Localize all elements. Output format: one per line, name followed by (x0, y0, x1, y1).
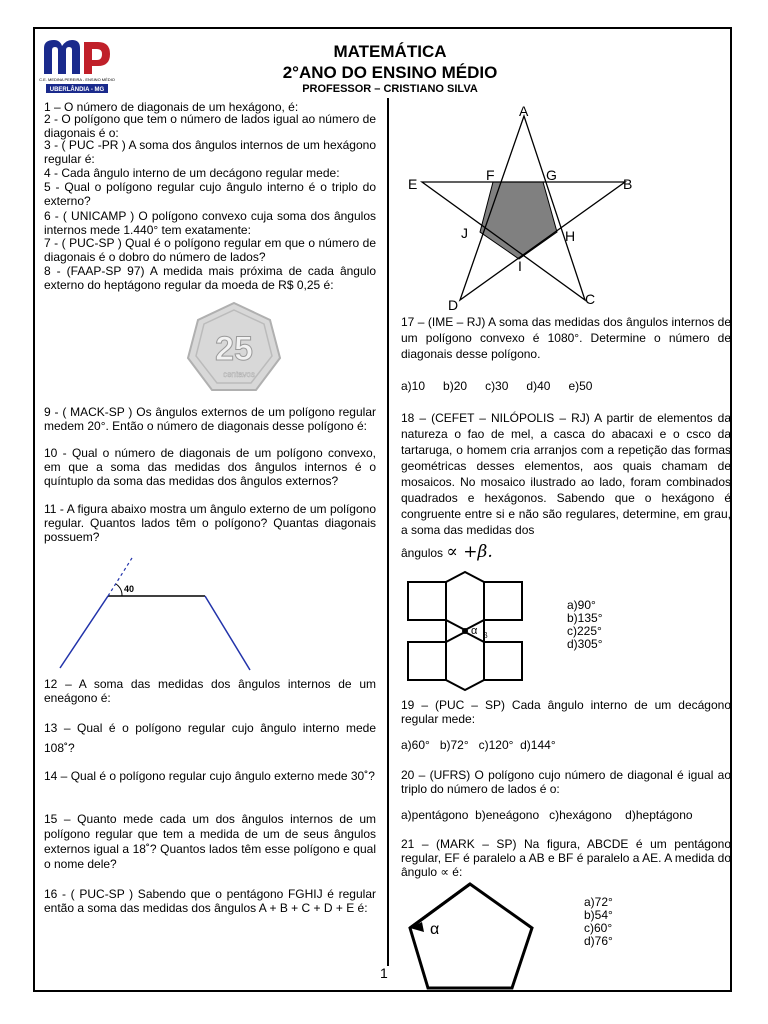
doc-title: MATEMÁTICA (333, 42, 447, 61)
mosaic-figure (404, 572, 526, 690)
question-18-tail (401, 542, 493, 562)
question-12: 12 – A soma das medidas dos ângulos internos de um eneágono é: (44, 677, 376, 705)
question-19: 19 – (PUC – SP) Cada ângulo interno de um decágono regular mede: (401, 698, 731, 726)
star-label-i: I (518, 258, 522, 274)
question-18-tail-text: ângulos (401, 546, 444, 560)
question-3: 3 - ( PUC -PR ) A soma dos ângulos internos de um hexágono regular é: (44, 138, 376, 166)
option: b)20 (443, 379, 468, 393)
question-16: 16 - ( PUC-SP ) Sabendo que o pentágono FGHIJ é regular então a soma das medidas dos ângulos A + B + C + D + E é: (44, 887, 376, 915)
question-20-options: a)pentágono b)eneágono c)hexágono d)heptágono (401, 808, 693, 822)
star-label-a: A (519, 103, 529, 119)
star-label-g: G (546, 167, 557, 183)
star-label-h: H (565, 228, 576, 244)
question-15: 15 – Quanto mede cada um dos ângulos internos de um polígono regular que tem a medida de um de seus ângulos externos igual a 18˚? Quantos lados têm esse polígono e qual o nome dele? (44, 812, 376, 871)
mosaic-beta-label: β (483, 631, 488, 640)
coin-value: 25 (215, 330, 253, 368)
question-17: 17 – (IME – RJ) A soma das medidas dos ângulos internos de um polígono convexo é 1080°. Determine o número de diagonais desse polígono. (401, 315, 731, 361)
coin-image (184, 300, 284, 395)
option: a)72° (584, 895, 613, 909)
question-18: 18 – (CEFET – NILÓPOLIS – RJ) A partir de elementos da natureza o fao de mel, a casca do abacaxi e o csco da tartaruga, o homem cria arranjos com a repetição das formas geométricas desses elementos, aos quais chamam de mosaicos. No mosaico ilustrado ao lado, foram combinados quadrados e hexágonos. Sabendo que o hexágono é congruente entre si e não são regulares, determine, em grau, a soma das medidas dos (401, 411, 731, 537)
question-5: 5 - Qual o polígono regular cujo ângulo interno é o triplo do externo? (44, 180, 376, 208)
star-label-j: J (461, 225, 468, 241)
question-21-options (584, 896, 613, 948)
logo-city: UBERLÂNDIA - MG (49, 87, 105, 93)
question-21: 21 – (MARK – SP) Na figura, ABCDE é um pentágono regular, EF é paralelo a AB e BF é paralelo a AE. A medida do ângulo ∝ é: (401, 837, 731, 879)
question-14: 14 – Qual é o polígono regular cujo ângulo externo mede 30˚? (44, 769, 375, 783)
question-8: 8 - (FAAP-SP 97) A medida mais próxima de cada ângulo externo do heptágono regular da moeda de R$ 0,25 é: (44, 264, 376, 292)
question-13: 13 – Qual é o polígono regular cujo ângulo interno mede 108˚? (44, 721, 376, 755)
page-number: 1 (380, 965, 388, 981)
option: e)50 (568, 379, 593, 393)
question-18-options (567, 599, 603, 651)
column-divider (387, 98, 389, 966)
option: a)90° (567, 598, 596, 612)
star-label-f: F (486, 167, 495, 183)
exterior-angle-figure (60, 548, 260, 673)
question-7: 7 - ( PUC-SP ) Qual é o polígono regular em que o número de diagonais é o dobro do número de lados? (44, 236, 376, 264)
pentagon-alpha-label: α (430, 921, 440, 938)
question-4: 4 - Cada ângulo interno de um decágono regular mede: (44, 166, 340, 180)
option: a)10 (401, 379, 426, 393)
question-6: 6 - ( UNICAMP ) O polígono convexo cuja soma dos ângulos internos mede 1.440° tem exatamente: (44, 209, 376, 237)
school-logo (40, 34, 114, 96)
logo-caption: C.E. MEDINA PEREIRA - ENSINO MÉDIO (39, 77, 115, 82)
question-2: 2 - O polígono que tem o número de lados igual ao número de diagonais é o: (44, 112, 376, 140)
option: c)225° (567, 624, 602, 638)
question-17-options (401, 379, 731, 393)
question-20: 20 – (UFRS) O polígono cujo número de diagonal é igual ao triplo do número de lados é o: (401, 768, 731, 796)
question-9: 9 - ( MACK-SP ) Os ângulos externos de um polígono regular medem 20°. Então o número de diagonais desse polígono é: (44, 405, 376, 433)
coin-caption: centavos (222, 370, 256, 379)
star-label-c: C (585, 291, 596, 307)
option: b)135° (567, 611, 603, 625)
star-label-e: E (408, 176, 418, 192)
mosaic-alpha-label: α (471, 625, 478, 637)
option: c)60° (584, 921, 613, 935)
alpha-beta-formula: ∝ +β. (446, 542, 493, 562)
pentagon-figure (404, 880, 544, 990)
star-label-d: D (448, 297, 459, 313)
star-label-b: B (623, 176, 633, 192)
star-pentagon-figure (400, 103, 633, 314)
doc-subtitle: 2°ANO DO ENSINO MÉDIO (282, 63, 498, 82)
option: c)30 (485, 379, 509, 393)
question-11: 11 - A figura abaixo mostra um ângulo externo de um polígono regular. Quantos lados têm o polígono? Quantas diagonais possuem? (44, 502, 376, 544)
angle-label: 40 (124, 584, 135, 594)
option: d)40 (526, 379, 551, 393)
question-10: 10 - Qual o número de diagonais de um polígono convexo, em que a soma das medidas dos ângulos internos é o quíntuplo da soma das medidas dos ângulos externos? (44, 446, 376, 488)
option: d)76° (584, 934, 613, 948)
option: d)305° (567, 637, 603, 651)
doc-professor: PROFESSOR – CRISTIANO SILVA (302, 83, 478, 95)
option: b)54° (584, 908, 613, 922)
question-1: 1 – O número de diagonais de um hexágono, é: (44, 100, 299, 114)
question-19-options: a)60° b)72° c)120° d)144° (401, 738, 556, 752)
